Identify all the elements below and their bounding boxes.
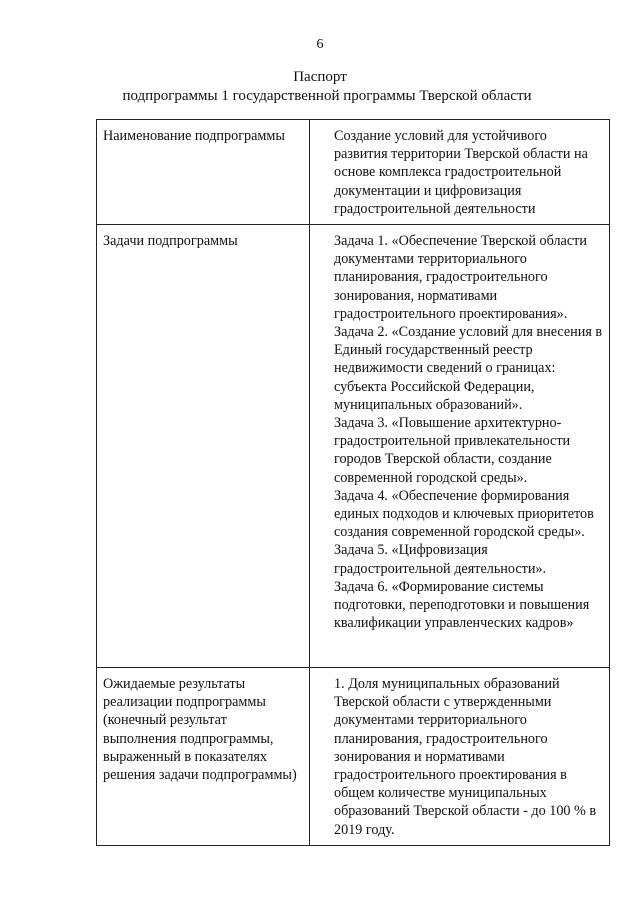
row-name-cell: Задачи подпрограммы <box>97 225 310 668</box>
task-line: Задача 4. «Обеспечение формирования единых подходов и ключевых приоритетов создания современной городской среды». <box>334 487 594 541</box>
passport-table <box>96 119 610 846</box>
heading-title: Паспорт <box>293 69 347 85</box>
row-value-cell <box>310 120 610 225</box>
table-row <box>97 120 610 225</box>
task-line: Задача 6. «Формирование системы подготовки, переподготовки и повышения квалификации управленческих кадров» <box>334 578 590 632</box>
task-line: Задача 2. «Создание условий для внесения в Единый государственный реестр недвижимости сведений о границах: субъекта Российской Федерации, муниципальных образований». <box>334 324 603 413</box>
value-line: Создание условий для устойчивого развития территории Тверской области на основе комплекса градостроительной документации и цифровизация градостроительной деятельности <box>334 128 588 217</box>
row-value-cell <box>310 668 610 846</box>
row-value-cell <box>310 225 610 668</box>
table-row <box>97 668 610 846</box>
row-name-cell: Наименование подпрограммы <box>97 120 310 225</box>
document-heading <box>0 68 640 106</box>
page-number: 6 <box>316 37 324 52</box>
value-line: 1. Доля муниципальных образований Тверской области с утвержденными документами территориального планирования, градостроительного зонирования и нормативами градостроительного проектирования в общем количестве муниципальных образований Тверской области - до 100 % в 2019 году. <box>334 676 597 838</box>
task-line: Задача 1. «Обеспечение Тверской области документами территориального планирования, градостроительного зонирования, нормативами градостроительного проектирования». <box>334 233 587 322</box>
task-line: Задача 3. «Повышение архитектурно-градостроительной привлекательности городов Тверской области, создание современной городской среды». <box>334 415 571 486</box>
task-line: Задача 5. «Цифровизация градостроительной деятельности». <box>334 542 547 577</box>
heading-subtitle: подпрограммы 1 государственной программы Тверской области <box>122 88 532 104</box>
row-name-cell: Ожидаемые результаты реализации подпрограммы (конечный результат выполнения подпрограммы, выраженный в показателях решения задачи подпрограммы) <box>97 668 310 846</box>
table-row <box>97 225 610 668</box>
